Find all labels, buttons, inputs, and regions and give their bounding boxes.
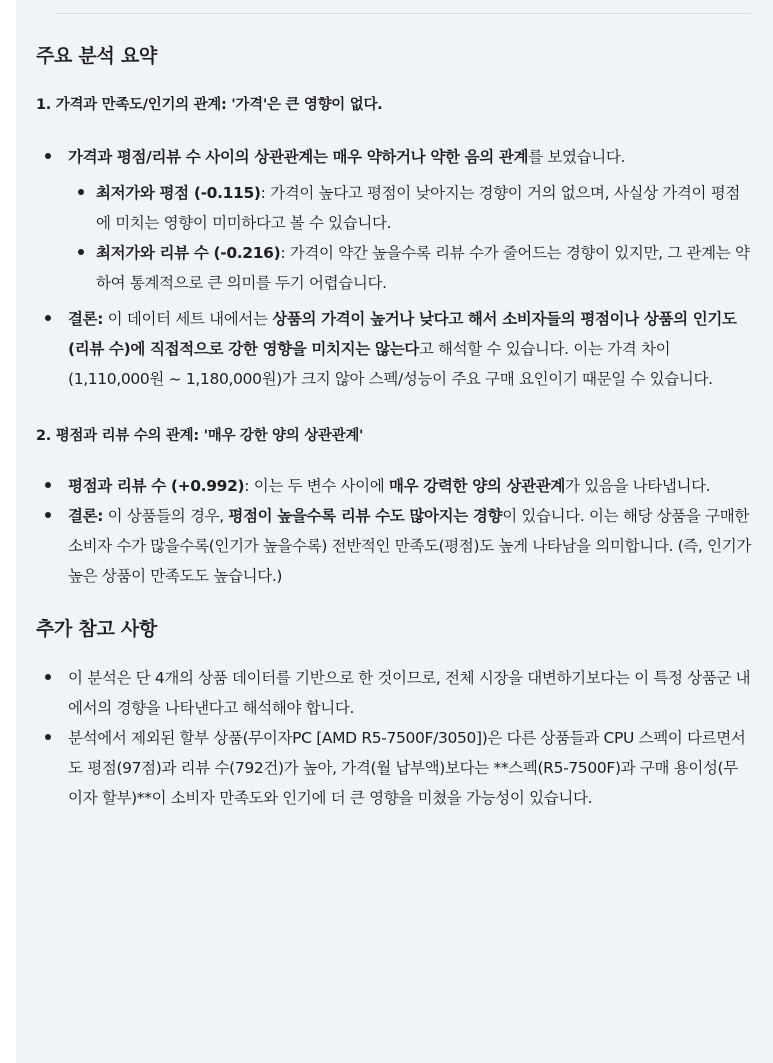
body-text: 이 있습니다. 이는 해당 상품을 구매한 소비자 수가 많을수록(인기가 높을수록) 전반적인 만족도(평점)도 높게 나타남을 의미합니다. (즉, 인기가 높은 상품이 만족도도 높습니다.) [68, 507, 751, 585]
body-text: 이 상품들의 경우, [103, 507, 229, 525]
point2-list [36, 471, 751, 591]
body-text: : 가격이 약간 높을수록 리뷰 수가 줄어드는 경향이 있지만, 그 관계는 약하여 통계적으로 큰 의미를 두기 어렵습니다. [96, 244, 750, 292]
list-item: 이 분석은 단 4개의 상품 데이터를 기반으로 한 것이므로, 전체 시장을 대변하기보다는 이 특정 상품군 내에서의 경향을 나타낸다고 해석해야 합니다. [36, 663, 751, 723]
list-item [36, 501, 751, 591]
conclusion-label: 결론: [68, 310, 104, 328]
extra-list [36, 663, 751, 813]
list-item [36, 142, 751, 298]
bold-text: 평점과 리뷰 수 (+0.992) [68, 477, 245, 495]
body-text: 고 해석할 수 있습니다. 이는 가격 차이(1,110,000원 ~ 1,180,000원)가 크지 않아 스펙/성능이 주요 구매 요인이기 때문일 수 있습니다. [68, 340, 713, 388]
point2-title: 2. 평점과 리뷰 수의 관계: '매우 강한 양의 상관관계' [36, 428, 364, 444]
list-item: 분석에서 제외된 할부 상품(무이자PC [AMD R5-7500F/3050])은 다른 상품들과 CPU 스펙이 다르면서도 평점(97점)과 리뷰 수(792건)가 높아, 가격(월 납부액)보다는 **스펙(R5-7500F)과 구매 용이성(무이자 할부)**이 소비자 만족도와 인기에 더 큰 영향을 미쳤을 가능성이 있습니다. [36, 723, 751, 813]
summary-heading: 주요 분석 요약 [36, 45, 157, 67]
body-text: 가 있음을 나타냅니다. [565, 477, 711, 495]
bold-text: 상품의 가격이 높거나 낮다고 해서 소비자들의 평점이나 상품의 인기도(리뷰 수)에 직접적으로 강한 영향을 미치지는 않는다 [68, 310, 737, 358]
extra-heading: 추가 참고 사항 [36, 618, 157, 640]
point1-title: 1. 가격과 만족도/인기의 관계: '가격'은 큰 영향이 없다. [36, 97, 383, 113]
body-text: : 가격이 높다고 평점이 낮아지는 경향이 거의 없으며, 사실상 가격이 평점에 미치는 영향이 미미하다고 볼 수 있습니다. [96, 184, 740, 232]
body-text: : 이는 두 변수 사이에 [244, 477, 390, 495]
divider [56, 13, 751, 14]
conclusion-label: 결론: [68, 507, 104, 525]
list-item [36, 304, 751, 394]
body-text: 를 보였습니다. [528, 148, 626, 166]
bold-text: 매우 강력한 양의 상관관계 [389, 477, 566, 495]
list-item [68, 238, 751, 298]
bold-text: 최저가와 평점 (-0.115) [96, 184, 261, 202]
point1-list [36, 142, 751, 394]
sub-list [68, 178, 751, 298]
bold-text: 평점이 높을수록 리뷰 수도 많아지는 경향 [228, 507, 503, 525]
response-panel [16, 0, 773, 1063]
list-item [36, 471, 751, 501]
list-item [68, 178, 751, 238]
bold-text: 최저가와 리뷰 수 (-0.216) [96, 244, 281, 262]
bold-text: 가격과 평점/리뷰 수 사이의 상관관계는 매우 약하거나 약한 음의 관계 [68, 148, 529, 166]
body-text: 이 데이터 세트 내에서는 [103, 310, 273, 328]
